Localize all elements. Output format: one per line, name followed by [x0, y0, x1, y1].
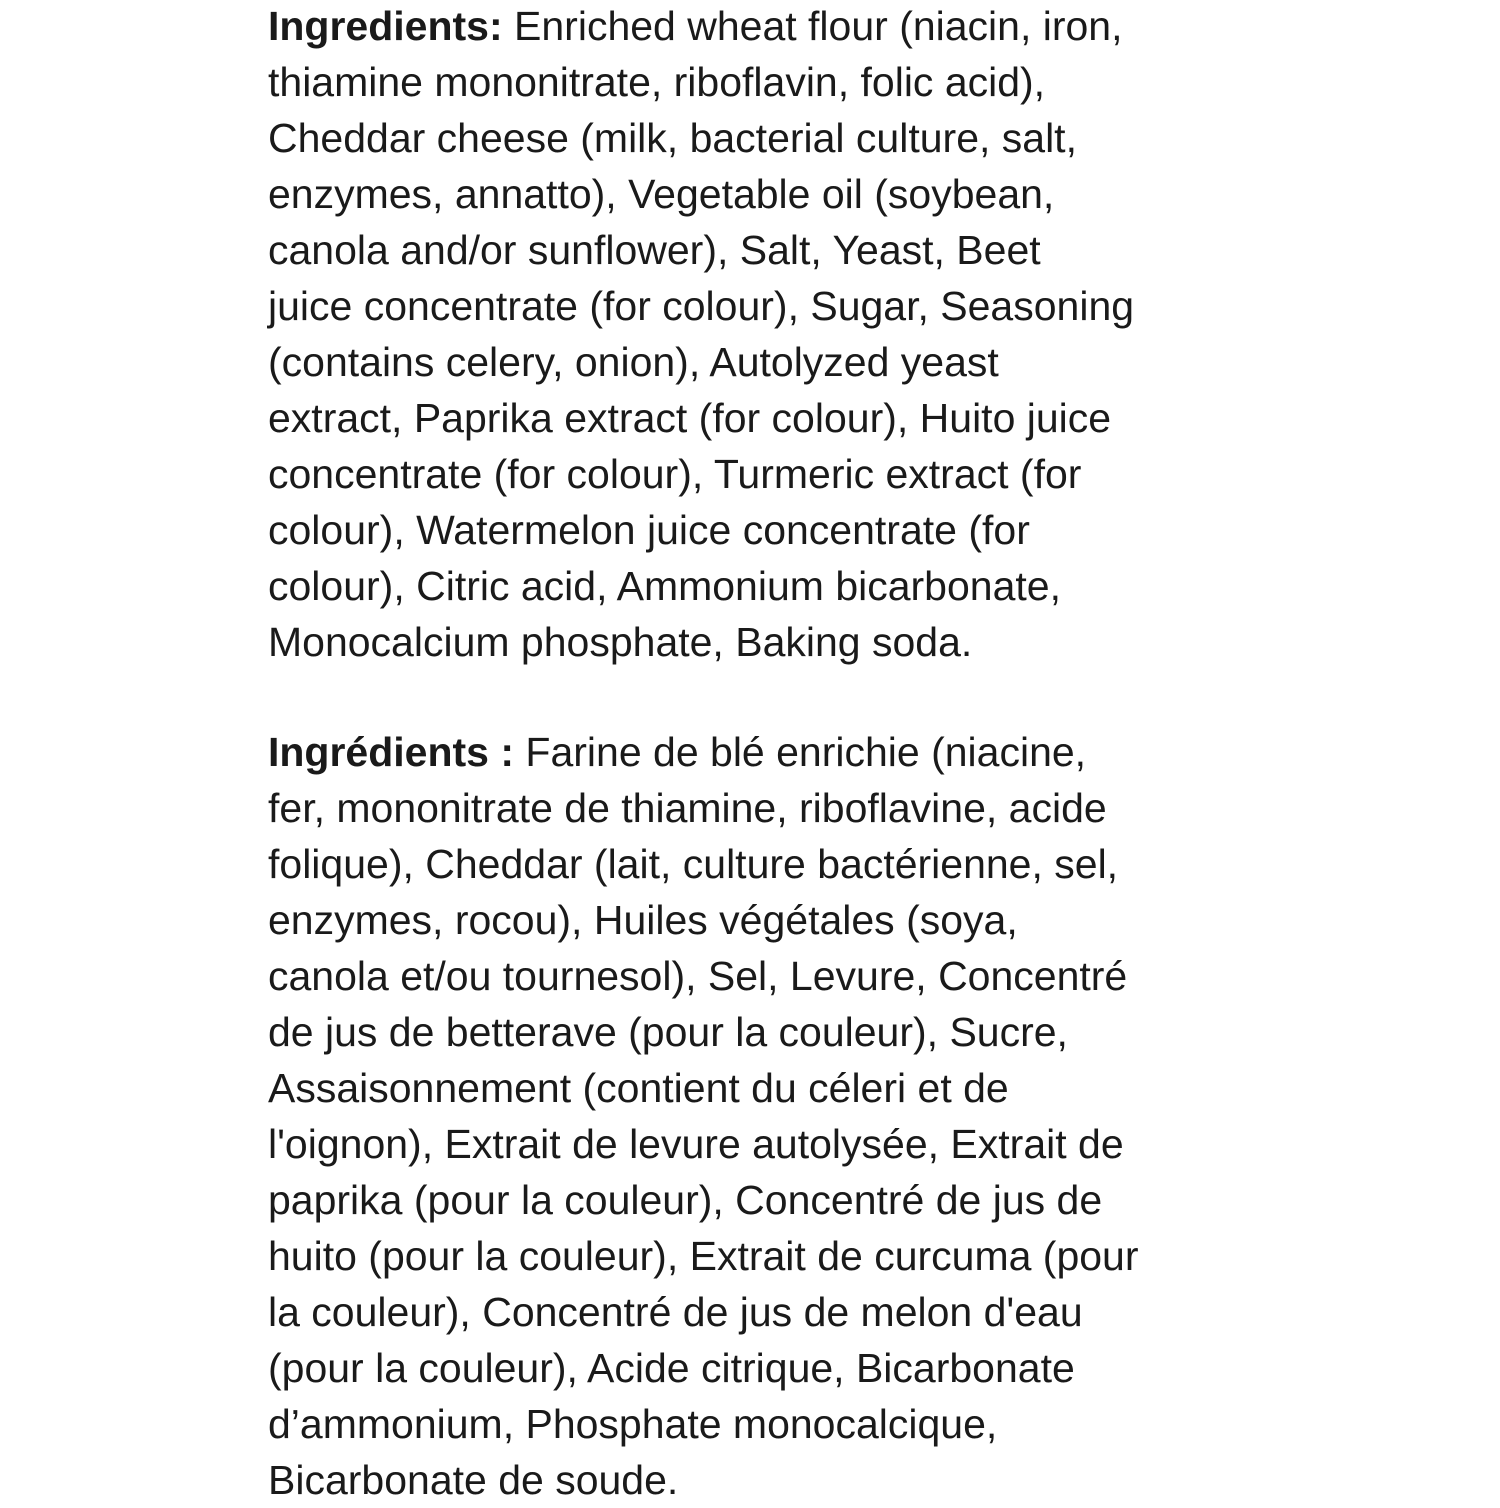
- ingredient-line: Bicarbonate de soude.: [268, 1457, 679, 1503]
- ingredient-line: paprika (pour la couleur), Concentré de jus de: [268, 1177, 1103, 1223]
- ingredient-line: Monocalcium phosphate, Baking soda.: [268, 619, 973, 665]
- ingredient-line: canola and/or sunflower), Salt, Yeast, Beet: [268, 227, 1041, 273]
- ingredients-heading-french: Ingrédients :: [268, 729, 515, 775]
- ingredients-english: [268, 0, 1134, 670]
- ingredients-heading-english: Ingredients:: [268, 3, 503, 49]
- ingredient-line: colour), Watermelon juice concentrate (for: [268, 507, 1030, 553]
- ingredient-line: de jus de betterave (pour la couleur), Sucre,: [268, 1009, 1068, 1055]
- ingredient-line: (pour la couleur), Acide citrique, Bicarbonate: [268, 1345, 1075, 1391]
- ingredient-line: concentrate (for colour), Turmeric extract (for: [268, 451, 1082, 497]
- ingredient-line: la couleur), Concentré de jus de melon d'eau: [268, 1289, 1083, 1335]
- ingredient-line: l'oignon), Extrait de levure autolysée, Extrait de: [268, 1121, 1124, 1167]
- ingredient-line: enzymes, rocou), Huiles végétales (soya,: [268, 897, 1018, 943]
- ingredient-line: (contains celery, onion), Autolyzed yeast: [268, 339, 999, 385]
- ingredients-french: [268, 724, 1139, 1508]
- ingredient-line: folique), Cheddar (lait, culture bactérienne, sel,: [268, 841, 1119, 887]
- ingredient-line: Cheddar cheese (milk, bacterial culture, salt,: [268, 115, 1077, 161]
- ingredient-line: extract, Paprika extract (for colour), Huito juice: [268, 395, 1112, 441]
- ingredient-line: enzymes, annatto), Vegetable oil (soybean,: [268, 171, 1055, 217]
- ingredient-line: Ingrédients : Farine de blé enrichie (niacine,: [268, 729, 1087, 775]
- ingredient-line: colour), Citric acid, Ammonium bicarbonate,: [268, 563, 1061, 609]
- ingredient-line: huito (pour la couleur), Extrait de curcuma (pour: [268, 1233, 1139, 1279]
- ingredient-line: fer, mononitrate de thiamine, riboflavine, acide: [268, 785, 1107, 831]
- ingredient-line: d’ammonium, Phosphate monocalcique,: [268, 1401, 998, 1447]
- ingredient-line: juice concentrate (for colour), Sugar, Seasoning: [268, 283, 1135, 329]
- ingredient-line: Assaisonnement (contient du céleri et de: [268, 1065, 1009, 1111]
- ingredient-line: thiamine mononitrate, riboflavin, folic acid),: [268, 59, 1046, 105]
- ingredient-line: Ingredients: Enriched wheat flour (niacin, iron,: [268, 3, 1123, 49]
- ingredient-line: canola et/ou tournesol), Sel, Levure, Concentré: [268, 953, 1128, 999]
